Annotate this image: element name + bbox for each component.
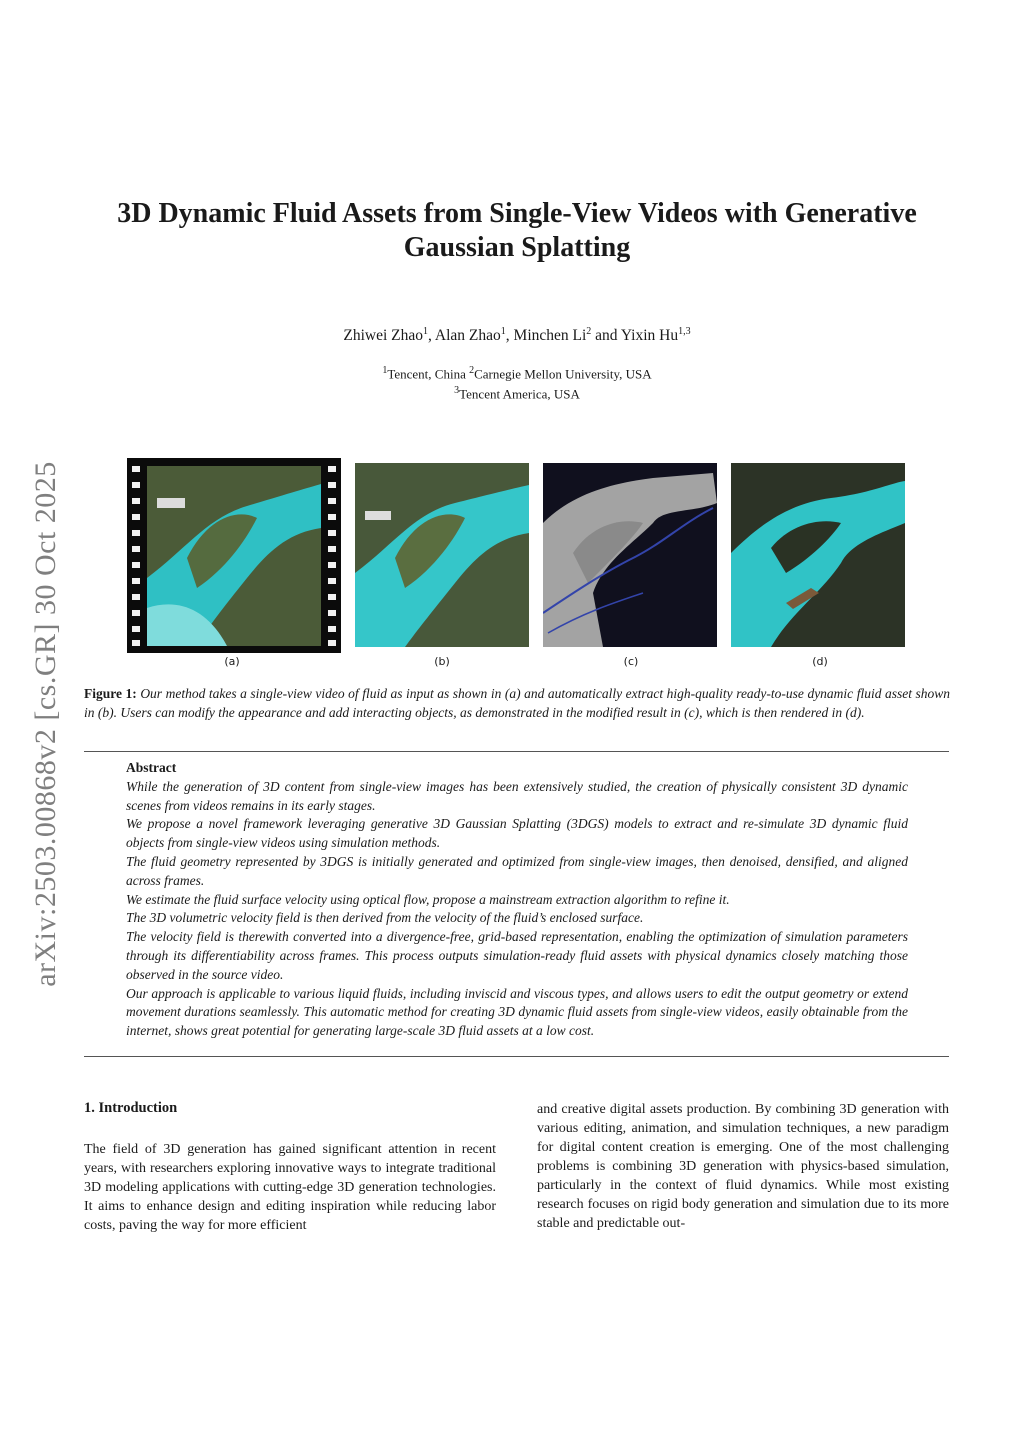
abstract: [126, 759, 908, 1041]
section-heading: 1. Introduction: [84, 1100, 178, 1116]
author-list: [84, 326, 950, 345]
subfigure-label-c: (c): [623, 655, 639, 668]
affiliations: [84, 362, 950, 403]
author: Alan Zhao$^1$,: [434, 326, 514, 345]
divider: [84, 751, 949, 752]
figure-panel-a-video-frame: [127, 458, 341, 653]
simulation-mesh-image: [543, 463, 717, 647]
abstract-paragraph: The fluid geometry represented by 3DGS is initially generated and optimized from single-view images, then denoised, densified, and aligned across frames.: [126, 853, 908, 888]
paper-title: 3D Dynamic Fluid Assets from Single-View Videos with Generative Gaussian Splatting: [117, 198, 917, 263]
abstract-paragraph: We propose a novel framework leveraging generative 3D Gaussian Splatting (3DGS) models to extract and re-simulate 3D dynamic fluid objects from single-view videos using simulation methods.: [126, 816, 908, 851]
figure-panel-b-fluid-asset: [355, 463, 529, 647]
rendered-result-image: [731, 463, 905, 647]
author: Yixin Hu$^{1,3}$: [620, 326, 691, 345]
author: Minchen Li$^2$ and: [513, 326, 621, 345]
abstract-paragraph: The velocity field is therewith converted into a divergence-free, grid-based representation, enabling the optimization of simulation parameters through its differentiability across frames. This process outputs simulation-ready fluid assets with physical dynamics closely matching those observed in the source video.: [126, 929, 908, 982]
body-text-left-column: The field of 3D generation has gained significant attention in recent years, with researchers exploring innovative ways to integrate traditional 3D modeling applications with cutting-edge 3D generation technologies. It aims to enhance design and editing inspiration while reducing labor costs, paving the way for more efficient: [84, 1142, 496, 1233]
arxiv-identifier: arXiv:2503.00868v2 [cs.GR] 30 Oct 2025: [29, 461, 62, 987]
abstract-paragraph: The 3D volumetric velocity field is then derived from the velocity of the fluid’s enclosed surface.: [126, 910, 644, 926]
film-strip-river-image: [127, 458, 341, 653]
abstract-paragraph: While the generation of 3D content from single-view images has been extensively studied, the creation of physically consistent 3D dynamic scenes from videos remains in its early stages.: [126, 778, 908, 813]
affiliation-line: $^1$Tencent, China $^2$Carnegie Mellon University, USA: [382, 365, 652, 382]
figure-panel-c-mesh-simulation: [543, 463, 717, 647]
figure-caption-text: Our method takes a single-view video of fluid as input as shown in (a) and automatically extract high-quality ready-to-use dynamic fluid asset shown in (b). Users can modify the appearance and add interacting objects, as demonstrated in the modified result in (c), which is then rendered in (d).: [84, 686, 951, 720]
subfigure-label-d: (d): [812, 655, 828, 668]
figure-panel-d-rendered-result: [731, 463, 905, 647]
subfigure-label-b: (b): [434, 655, 450, 668]
abstract-paragraph: Our approach is applicable to various liquid fluids, including inviscid and viscous types, and allows users to edit the output geometry or extend movement durations seamlessly. This automatic method for creating 3D dynamic fluid assets from single-view videos, easily obtainable from the internet, shows great potential for generating large-scale 3D fluid assets at a low cost.: [126, 985, 908, 1039]
abstract-heading: Abstract: [126, 760, 177, 775]
body-text-right-column: and creative digital assets production. By combining 3D generation with various editing, animation, and simulation techniques, a new paradigm for digital content creation is emerging. One of the most challenging problems is combining 3D generation with physics-based simulation, particularly in the context of fluid dynamics. While most existing research focuses on rigid body generation and simulation due to its more stable and predictable out-: [537, 1102, 949, 1231]
figure-caption-label: Figure 1:: [84, 686, 137, 701]
figure-caption: [84, 684, 950, 722]
subfigure-label-a: (a): [224, 655, 240, 668]
divider: [84, 1056, 949, 1057]
fluid-asset-render-image: [355, 463, 529, 647]
affiliation-line: $^3$Tencent America, USA: [454, 385, 580, 402]
author: Zhiwei Zhao$^1$,: [343, 326, 435, 345]
abstract-paragraph: We estimate the fluid surface velocity using optical flow, propose a mainstream extraction algorithm to refine it.: [126, 891, 730, 907]
